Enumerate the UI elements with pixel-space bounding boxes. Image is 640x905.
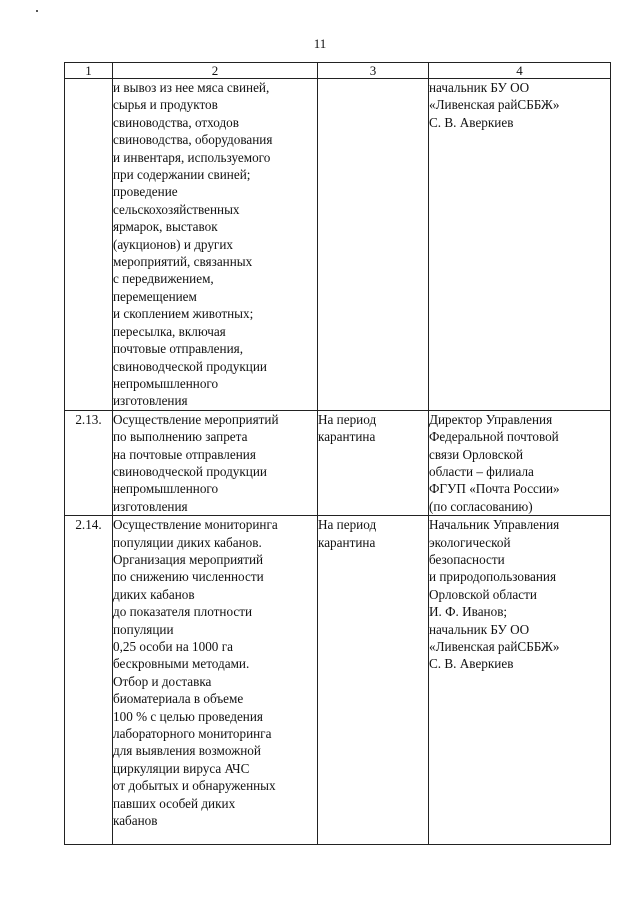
measure-line: изготовления <box>113 498 188 514</box>
measure-line: перемещением <box>113 288 197 304</box>
header-col-1: 1 <box>65 63 113 79</box>
responsible-cell <box>429 410 611 515</box>
item-number: 2.13. <box>65 410 113 515</box>
responsible-line: начальник БУ ОО <box>429 80 530 95</box>
measure-line: пересылка, включая <box>113 323 226 339</box>
responsible-cell <box>429 516 611 845</box>
responsible-line: безопасности <box>429 551 505 567</box>
responsible-line: «Ливенская райСББЖ» <box>429 639 560 654</box>
measure-line: изготовления <box>113 393 188 409</box>
measure-line: лабораторного мониторинга <box>113 726 272 742</box>
table-row <box>65 410 611 515</box>
scan-speck <box>36 10 38 12</box>
measure-line: Организация мероприятий <box>113 551 264 567</box>
responsible-line: области – филиала <box>429 463 534 479</box>
page-number: 11 <box>313 36 327 51</box>
item-number <box>65 79 113 411</box>
item-number: 2.14. <box>65 516 113 845</box>
responsible-line: ФГУП «Почта России» <box>429 481 560 497</box>
measure-line: павших особей диких <box>113 795 236 811</box>
responsible-line: экологической <box>429 534 511 550</box>
responsible-line: Начальник Управления <box>429 517 560 533</box>
measure-line: по снижению численности <box>113 569 264 585</box>
measure-line: 100 % с целью проведения <box>113 708 263 724</box>
measure-cell <box>113 79 318 411</box>
measure-line: Осуществление мониторинга <box>113 517 278 533</box>
responsible-line: связи Орловской <box>429 446 524 462</box>
table-row <box>65 79 611 411</box>
measure-line: свиноводческой продукции <box>113 463 267 479</box>
header-col-3: 3 <box>318 63 429 79</box>
measure-line: Осуществление мероприятий <box>113 411 279 427</box>
measures-table <box>64 62 611 845</box>
measure-line: и вывоз из нее мяса свиней, <box>113 80 270 95</box>
period-line: На период <box>318 411 377 427</box>
measure-line: от добытых и обнаруженных <box>113 778 276 794</box>
period-line: карантина <box>318 534 376 550</box>
table-body <box>65 79 611 845</box>
responsible-line: Директор Управления <box>429 411 553 427</box>
period-cell <box>318 516 429 845</box>
header-col-4: 4 <box>429 63 611 79</box>
responsible-line: И. Ф. Иванов; <box>429 604 508 620</box>
responsible-line: С. В. Аверкиев <box>429 656 514 672</box>
responsible-line: (по согласованию) <box>429 498 533 514</box>
measure-line: свиноводческой продукции <box>113 358 267 374</box>
responsible-line: Орловской области <box>429 586 537 602</box>
measure-line: (аукционов) и других <box>113 236 233 252</box>
measure-line: и инвентаря, используемого <box>113 149 271 165</box>
period-line: На период <box>318 517 377 533</box>
responsible-line: «Ливенская райСББЖ» <box>429 97 560 113</box>
responsible-cell <box>429 79 611 411</box>
measure-line: диких кабанов <box>113 586 195 602</box>
responsible-line: Федеральной почтовой <box>429 429 559 445</box>
measure-line: свиноводства, отходов <box>113 114 239 130</box>
measure-line: сырья и продуктов <box>113 97 218 113</box>
measure-line: проведение <box>113 184 178 200</box>
measure-line: сельскохозяйственных <box>113 201 240 217</box>
header-row <box>65 63 611 79</box>
measure-line: почтовые отправления, <box>113 341 244 357</box>
measure-line: с передвижением, <box>113 271 214 287</box>
measure-line: Отбор и доставка <box>113 673 212 689</box>
header-col-2: 2 <box>113 63 318 79</box>
measure-line: популяции <box>113 621 174 637</box>
period-line: карантина <box>318 429 376 445</box>
measure-line: свиноводства, оборудования <box>113 132 273 148</box>
responsible-line: С. В. Аверкиев <box>429 114 514 130</box>
measure-cell <box>113 410 318 515</box>
measure-line: циркуляции вируса АЧС <box>113 760 250 776</box>
measure-line: мероприятий, связанных <box>113 254 253 270</box>
period-cell <box>318 410 429 515</box>
table-row <box>65 516 611 845</box>
measure-line: популяции диких кабанов. <box>113 534 262 550</box>
measure-cell <box>113 516 318 845</box>
measure-line: кабанов <box>113 813 158 829</box>
measure-line: и скоплением животных; <box>113 306 254 322</box>
measure-line: при содержании свиней; <box>113 167 251 183</box>
period-cell <box>318 79 429 411</box>
measure-line: непромышленного <box>113 375 219 391</box>
responsible-line: начальник БУ ОО <box>429 621 530 637</box>
measure-line: по выполнению запрета <box>113 429 248 445</box>
measure-line: до показателя плотности <box>113 604 253 620</box>
measure-line: бескровными методами. <box>113 656 250 672</box>
measure-line: 0,25 особи на 1000 га <box>113 639 233 654</box>
measure-line: ярмарок, выставок <box>113 219 218 235</box>
measure-line: биоматериала в объеме <box>113 691 244 707</box>
measure-line: для выявления возможной <box>113 743 261 759</box>
measure-line: непромышленного <box>113 481 219 497</box>
measure-line: на почтовые отправления <box>113 446 256 462</box>
responsible-line: и природопользования <box>429 569 557 585</box>
